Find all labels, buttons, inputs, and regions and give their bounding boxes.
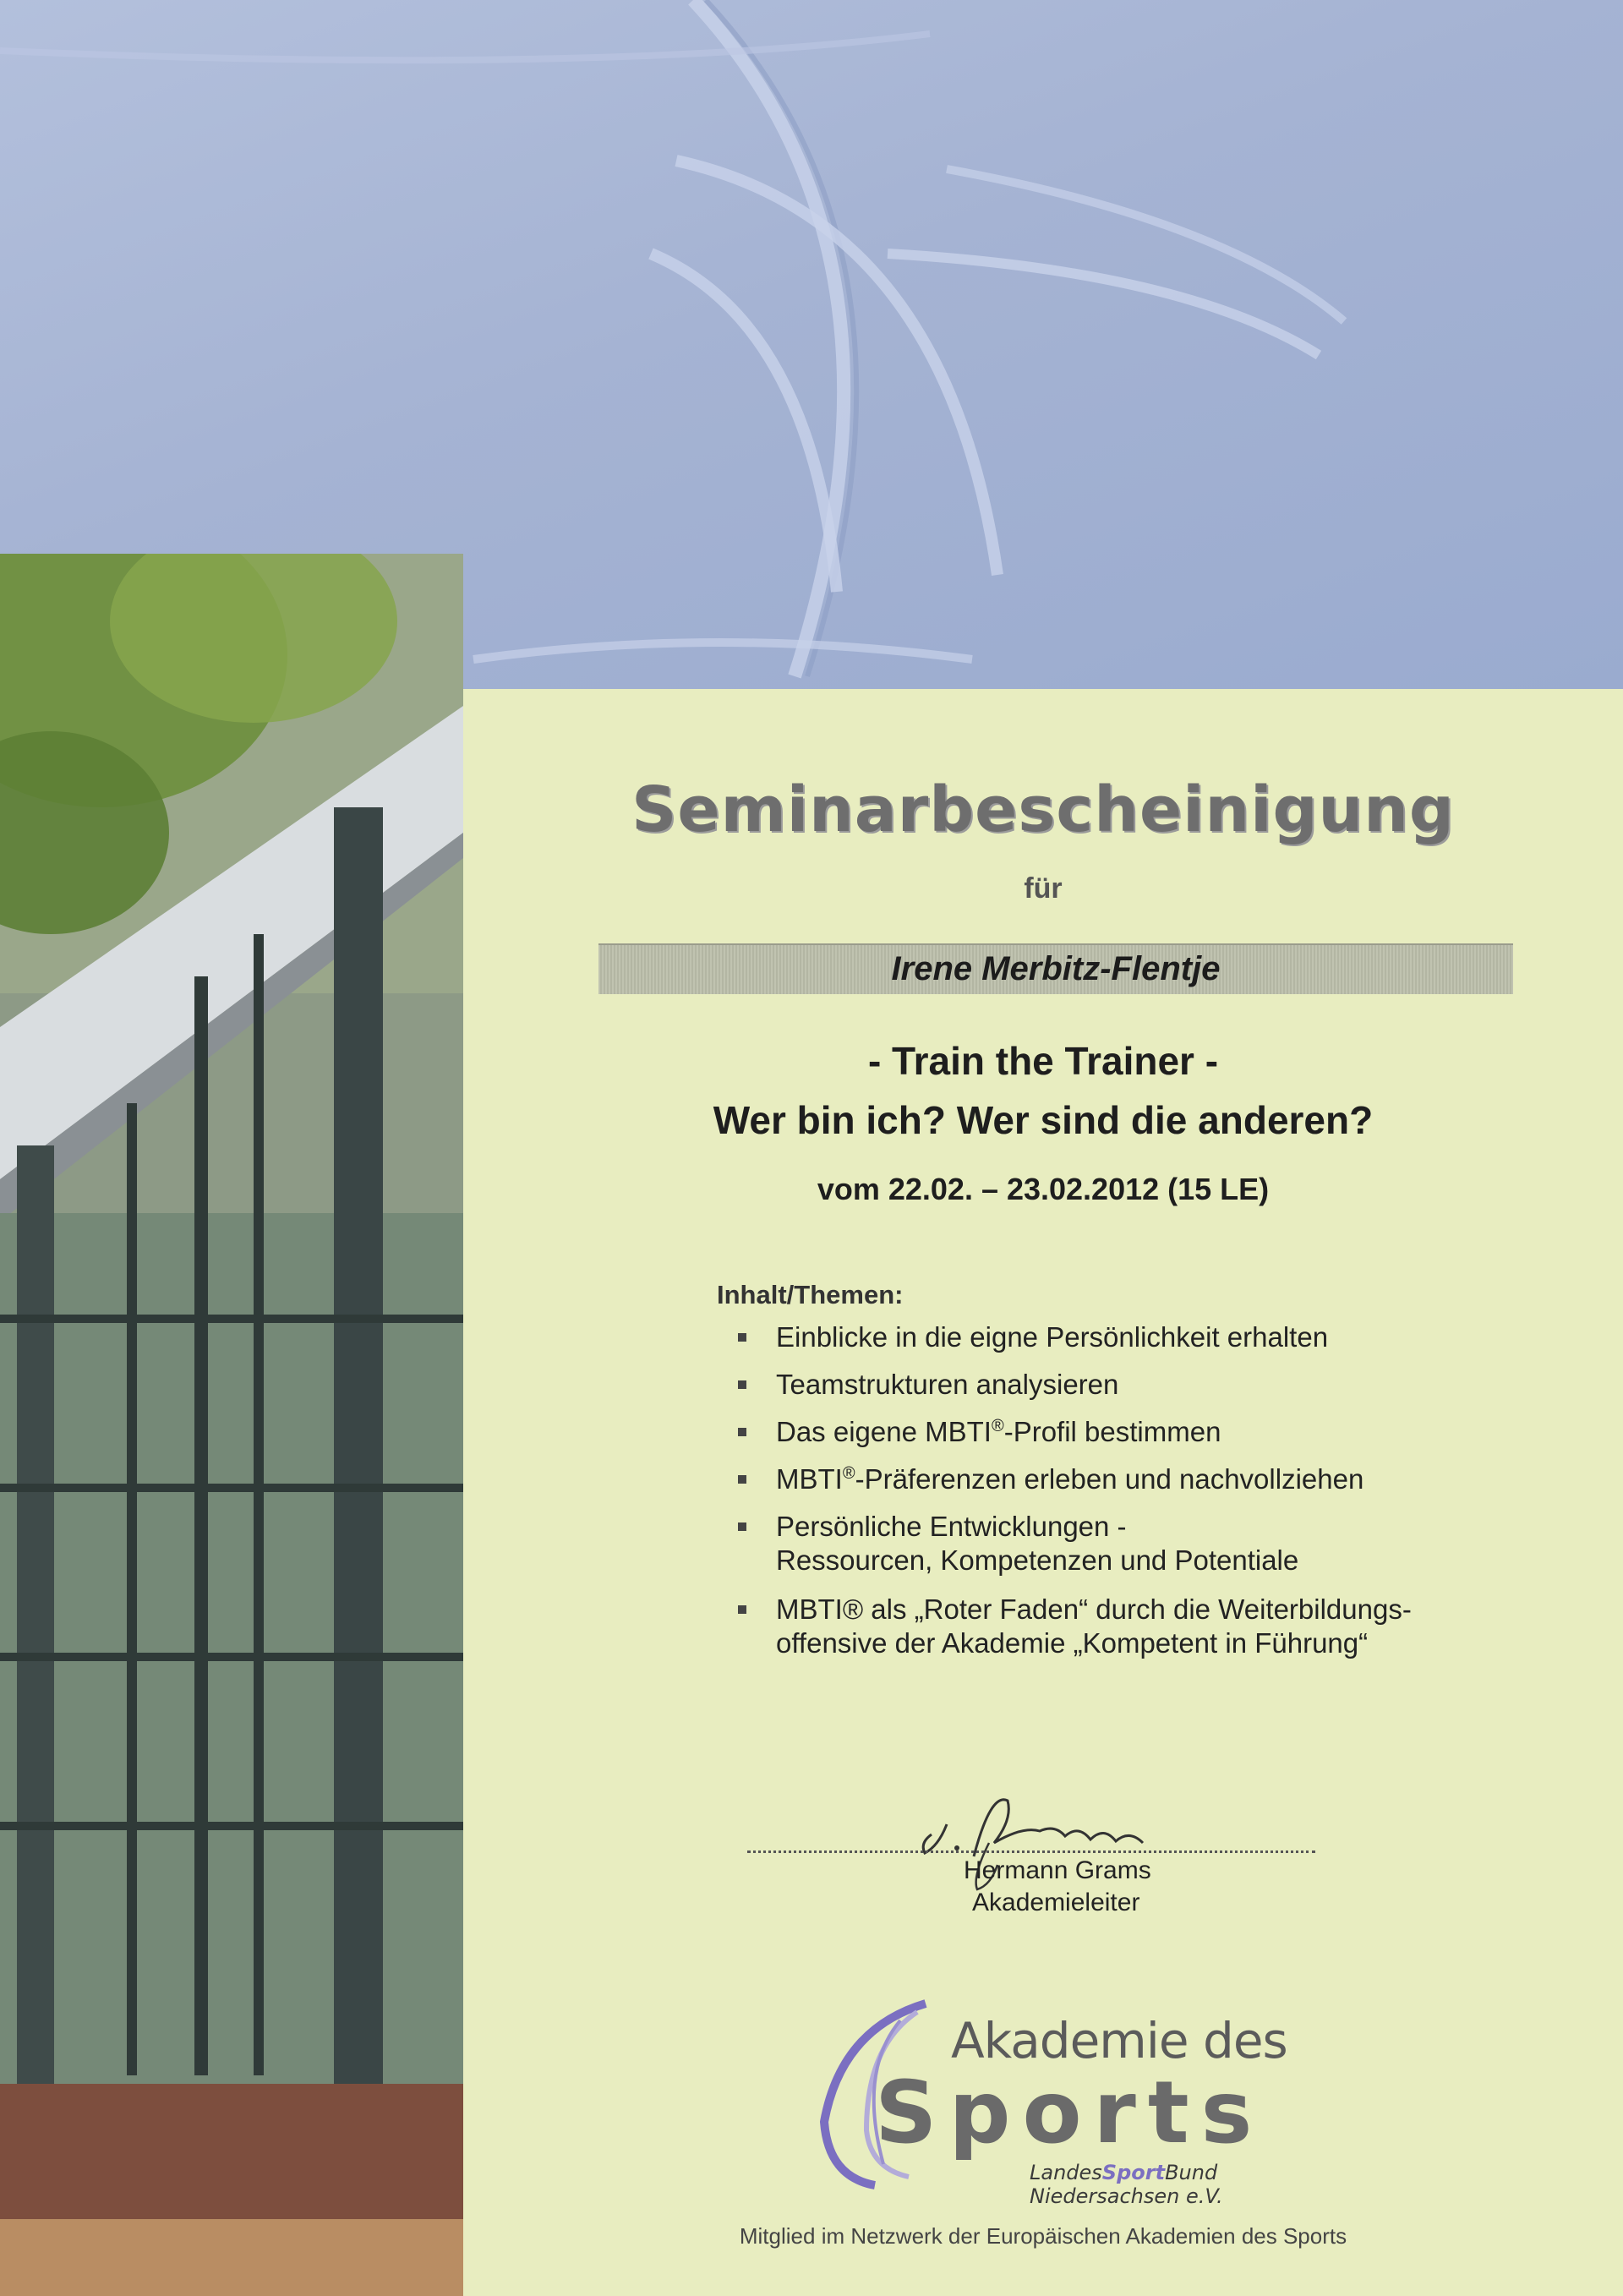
bullet-icon bbox=[738, 1380, 746, 1389]
bullet-icon bbox=[738, 1605, 746, 1614]
list-item: MBTI®-Präferenzen erleben und nachvollziehen bbox=[735, 1462, 1547, 1496]
bullet-icon bbox=[738, 1428, 746, 1436]
logo-wordmark-line1: Akademie des bbox=[951, 2012, 1287, 2069]
logo-wordmark-line2: Sports bbox=[875, 2063, 1265, 2163]
course-dates: vom 22.02. – 23.02.2012 (15 LE) bbox=[817, 1172, 1270, 1206]
list-item: MBTI® als „Roter Faden“ durch die Weiterbildungs- offensive der Akademie „Kompetent in Führung“ bbox=[735, 1593, 1547, 1660]
signature-line bbox=[747, 1850, 1315, 1853]
course-title: - Train the Trainer - bbox=[867, 1039, 1219, 1083]
list-item: Teamstrukturen analysieren bbox=[735, 1368, 1547, 1402]
bullet-icon bbox=[738, 1475, 746, 1484]
bullet-icon bbox=[738, 1522, 746, 1531]
logo-subline: LandesSportBund Niedersachsen e.V. bbox=[1030, 2161, 1223, 2208]
building-illustration bbox=[0, 554, 463, 2296]
bullet-icon bbox=[738, 1333, 746, 1342]
topics-list bbox=[735, 1320, 1547, 1674]
building-photo bbox=[0, 554, 463, 2296]
recipient-name: Irene Merbitz-Flentje bbox=[891, 950, 1221, 987]
signer-role: Akademieleiter bbox=[972, 1889, 1140, 1916]
certificate-title: Seminarbescheinigung bbox=[631, 774, 1455, 846]
list-item: Das eigene MBTI®-Profil bestimmen bbox=[735, 1415, 1547, 1449]
list-item: Einblicke in die eigne Persönlichkeit erhalten bbox=[735, 1320, 1547, 1354]
course-subtitle: Wer bin ich? Wer sind die anderen? bbox=[713, 1098, 1374, 1142]
list-item: Persönliche Entwicklungen - Ressourcen, Kompetenzen und Potentiale bbox=[735, 1510, 1547, 1577]
signer-name: Hermann Grams bbox=[964, 1856, 1151, 1884]
footer-text: Mitglied im Netzwerk der Europäischen Akademien des Sports bbox=[739, 2223, 1347, 2249]
for-label: für bbox=[1024, 872, 1063, 905]
contents-heading: Inhalt/Themen: bbox=[717, 1280, 904, 1309]
